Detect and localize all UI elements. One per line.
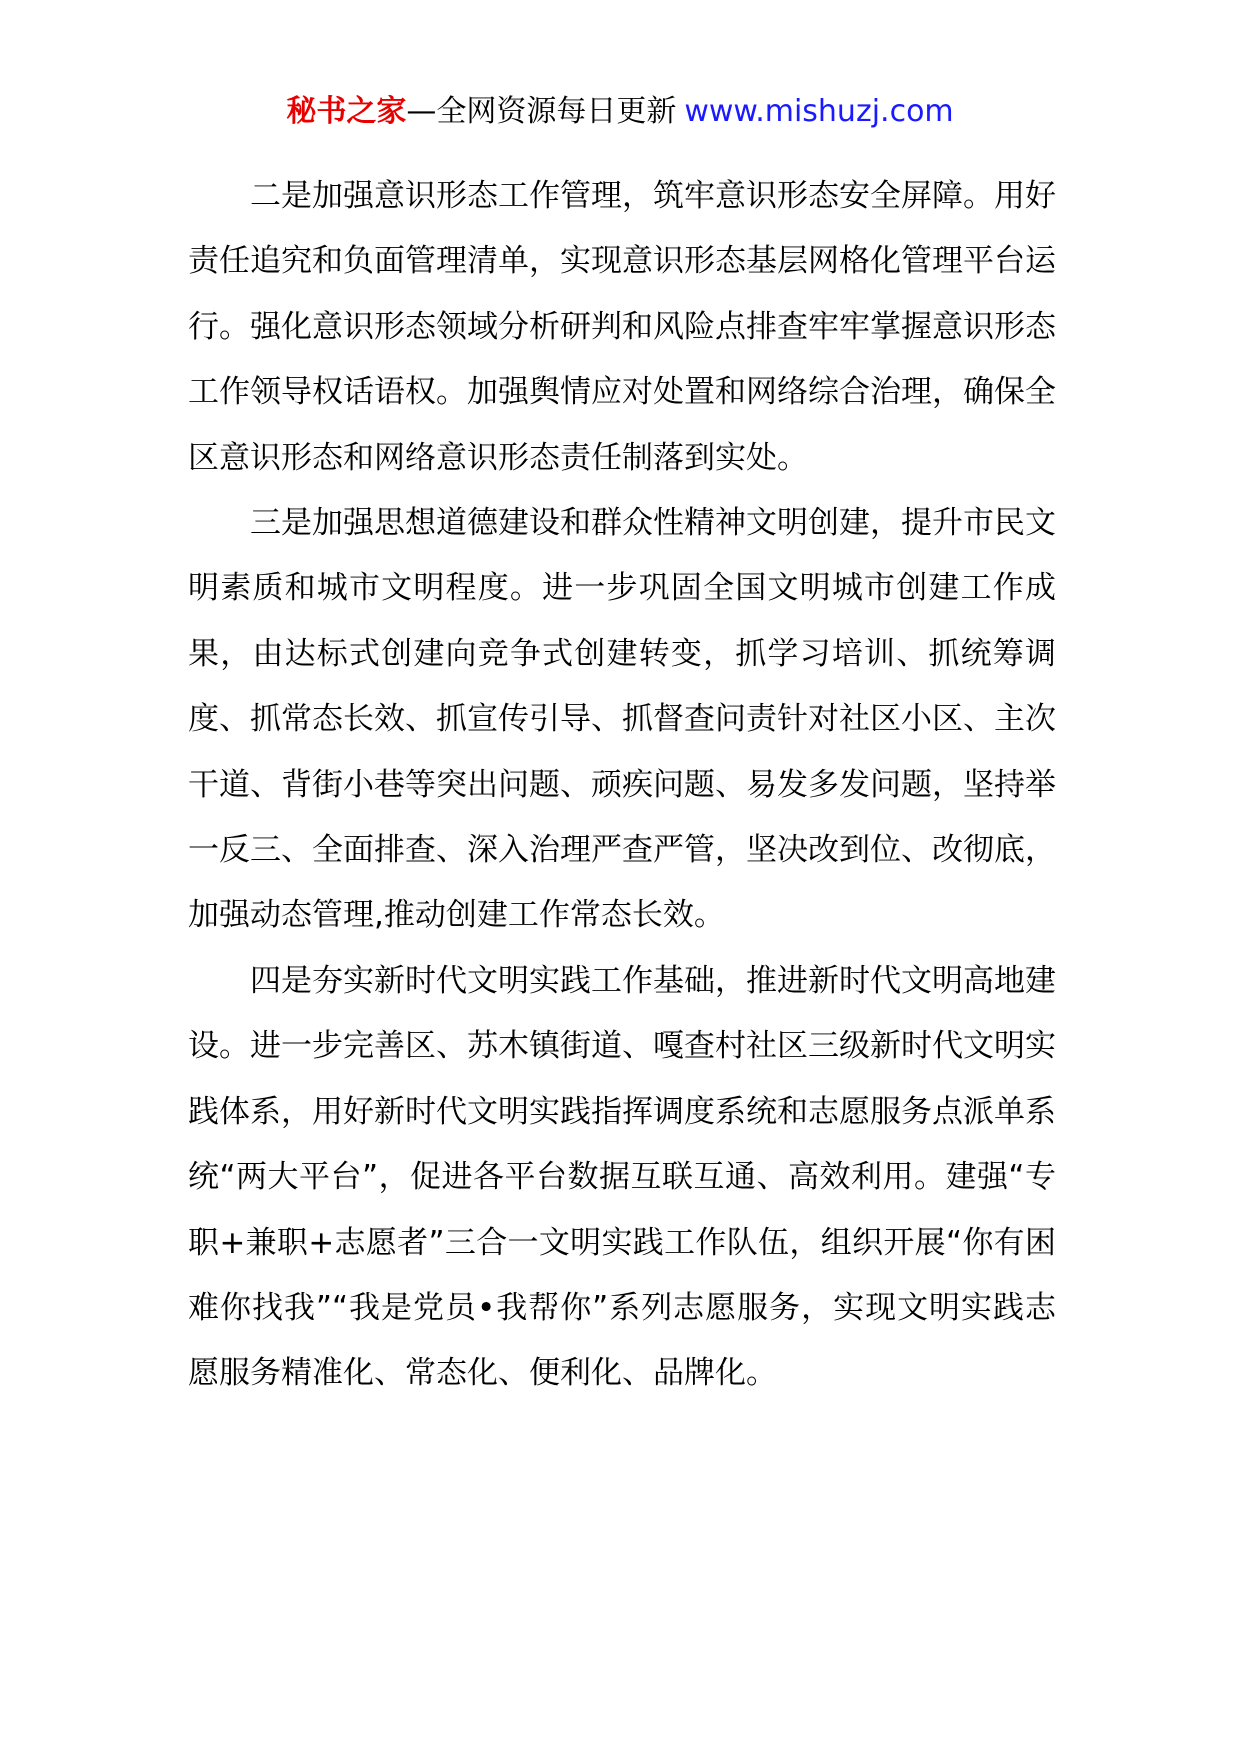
paragraph-civilization-creation: 三是加强思想道德建设和群众性精神文明创建，提升市民文明素质和城市文明程度。进一步巩固全国文明城市创建工作成果，由达标式创建向竞争式创建转变，抓学习培训、抓统筹调度、抓常态长效、抓宣传引导、抓督查问责针对社区小区、主次干道、背街小巷等突出问题、顽疾问题、易发多发问题，坚持举一反三、全面排查、深入治理严查严管，坚决改到位、改彻底，加强动态管理,推动创建工作常态长效。 (188, 505, 1056, 934)
paragraph-ideology-management: 二是加强意识形态工作管理，筑牢意识形态安全屏障。用好责任追究和负面管理清单，实现意识形态基层网格化管理平台运行。强化意识形态领域分析研判和风险点排查牢牢掌握意识形态工作领导权话语权。加强舆情应对处置和网络综合治理，确保全区意识形态和网络意识形态责任制落到实处。 (188, 178, 1056, 476)
site-header (0, 92, 1240, 132)
paragraph-civilization-practice: 四是夯实新时代文明实践工作基础，推进新时代文明高地建设。进一步完善区、苏木镇街道、嘎查村社区三级新时代文明实践体系，用好新时代文明实践指挥调度系统和志愿服务点派单系统“两大平台”，促进各平台数据互联互通、高效利用。建强“专职+兼职+志愿者”三合一文明实践工作队伍，组织开展“你有困难你找我”“我是党员•我帮你”系列志愿服务，实现文明实践志愿服务精准化、常态化、便利化、品牌化。 (188, 962, 1056, 1392)
site-url-link[interactable]: www.mishuzj.com (684, 94, 954, 129)
brand-name: 秘书之家 (286, 94, 407, 129)
document-body (188, 164, 1056, 1407)
site-slogan: —全网资源每日更新 (406, 94, 677, 129)
